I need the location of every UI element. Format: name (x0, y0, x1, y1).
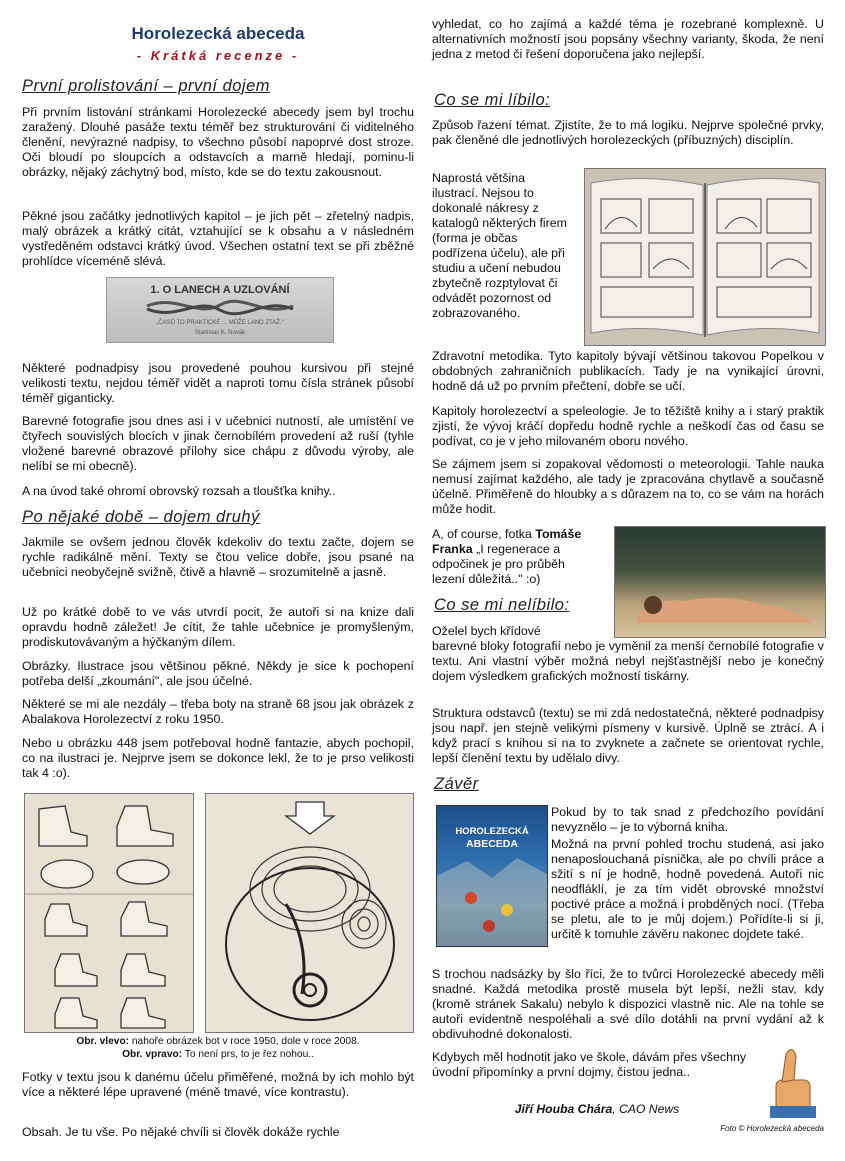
paragraph: Některé podnadpisy jsou provedené pouhou kursivou při stejné velikosti textu, nejdou téměř vidět a naproti tomu čísla stránek působí téměř giganticky. (22, 361, 414, 405)
caption-label: Obr. vlevo: (76, 1036, 130, 1047)
paragraph: Možná na první pohled trochu studená, asi jako nenaposlouchaná písnička, ale po chvíli práce a sžití s ní je hodně, hodně povedená. Autoři nic neodfláklí, je za tím vidět obrovské množství poctivé práce a možná i probděných nocí. (Třeba se pletu, ale to je můj dojem.) Pořídíte-li si ji, určitě k tomuhle závěru nakonec dojdete také. (551, 837, 824, 941)
paragraph: Se zájmem jsem si zopakoval vědomosti o meteorologii. Tahle nauka nemusí zajímat každého, ale tady je zpracována chytlavě a současně účelně. Přiměřeně do hloubky a s důrazem na to, co se vám na horách může hodit. (432, 457, 824, 516)
reclining-figure-icon (615, 527, 825, 637)
heading-first-impression: První prolistování – první dojem (22, 77, 271, 95)
paragraph: Kdybych měl hodnotit jako ve škole, dávám přes všechny úvodní připomínky a první dojmy, čistou jedna.. (432, 1050, 747, 1079)
heading-conclusion: Závěr (434, 775, 479, 793)
paragraph-text: A, of course, fotka (432, 527, 536, 541)
caption-text: To není prs, to je řez nohou.. (182, 1049, 314, 1060)
heading-disliked: Co se mi nelíbilo: (434, 596, 570, 614)
paragraph: Struktura odstavců (textu) se mi zdá nedostatečná, některé podnadpisy jsou např. jen stejně velikými písmeny v kursivě. Úplně se ztrácí. A i když prací s knihou si na to zvyknete a začnete se orientovat rychle, lepší členění textu by udělalo divy. (432, 706, 824, 765)
paragraph: vyhledat, co ho zajímá a každé téma je rozebrané komplexně. U alternativních možností jsou popsány všechny varianty, škoda, že není jedna z metod či řešení doporučena jako nejlepší. (432, 17, 824, 61)
paragraph: Jakmile se ovšem jednou člověk kdekoliv do textu začte, dojem se rychle radikálně mění. Texty se čtou velice dobře, jsou psané na učebnici neobyčejně svižně, čtivě a hlavně – srozumitelně a jasně. (22, 535, 414, 579)
heading-second-impression: Po nějaké době – dojem druhý (22, 508, 260, 526)
paragraph: Nebo u obrázku 448 jsem potřeboval hodně fantazie, abych pochopil, co na ilustraci je. Nejprve jsem se dokonce lekl, že to je prso velikosti tak 4 :o). (22, 736, 414, 780)
photo-credit: Foto © Horolezecká abeceda (720, 1124, 824, 1133)
author-org: , CAO News (612, 1102, 680, 1116)
foot-section-icon (206, 794, 413, 1032)
chapter-image-title: 1. O LANECH A UZLOVÁNÍ (150, 284, 290, 296)
author-name: Jiří Houba Chára (514, 1102, 613, 1116)
chapter-image-author: Stanislav K. Novák (194, 330, 246, 336)
caption-label: Obr. vpravo: (122, 1049, 183, 1060)
boots-illustration (24, 793, 194, 1033)
figure-caption-left (22, 1035, 414, 1048)
caption-text: nahoře obrázek bot v roce 1950, dole v roce 2008. (129, 1036, 360, 1047)
paragraph: Pěkné jsou začátky jednotlivých kapitol – je jich pět – zřetelný nadpis, malý obrázek a krátký citát, vztahující se k obsahu a v následném vystředěném odstavci krátký úvod. Všechen ostatní text se při zběžné prohlídce víceméně slévá. (22, 209, 414, 268)
paragraph: Zdravotní metodika. Tyto kapitoly bývají většinou takovou Popelkou v obdobných zahraničních publikacích. Tady je na vynikající úrovni, hodně dá už po prvním přečtení, dobře se učí. (432, 349, 824, 393)
paragraph: Pokud by to tak snad z předchozího povídání nevyznělo – je to výborná kniha. (551, 805, 824, 834)
photographer-name: Tomáše Franka (432, 527, 582, 556)
paragraph: Oželel bych křídové (432, 624, 541, 638)
book-cover-image (436, 805, 548, 947)
cover-title-line-2: ABECEDA (466, 838, 518, 850)
paragraph: Obrázky. Ilustrace jsou většinou pěkné. Někdy je sice k pochopení potřeba delší „zkoumání", ale jsou účelné. (22, 659, 414, 688)
paragraph: Kapitoly horolezectví a speleologie. Je to těžiště knihy a i starý praktik zjistí, že vývoj kráčí dopředu hodně rychle a neškodí čas od času se podívat, co je v jeho milovaném oboru nového. (432, 404, 824, 448)
paragraph-text: „I regenerace a odpočinek je pro průběh lezení důležitá.." :o) (432, 542, 565, 586)
paragraph: Barevné fotografie jsou dnes asi i v učebnici nutností, ale umístění ve čtyřech souvislých blocích v jinak černobílém provedení až ruší (tyhle vložené barevné obrazové přílohy sice chápu z důvodu výroby, ale nelíbí se mi obecně). (22, 414, 414, 473)
paragraph: Při prvním listování stránkami Horolezecké abecedy jsem byl trochu zaražený. Dlouhé pasáže textu téměř bez strukturování či viditelného členění, nevýrazné nadpisy, to všechno působí napoprvé dost stroze. Oči bloudí po sloupcích a odstavcích a marně hledají, pominu-li obrázky, nějaký záchytný bod, místo, kde se do textu zakousnout. (22, 105, 414, 179)
article-subtitle: - Krátká recenze - (136, 48, 300, 63)
paragraph: Fotky v textu jsou k danému účelu přiměřené, možná by ich mohlo být více a některé lépe upravené (méně tmavé, více kontrastu). (22, 1070, 414, 1099)
cover-title-line-1: HOROLEZECKÁ (455, 826, 529, 837)
thumbs-up-icon (762, 1040, 822, 1120)
book-pages-icon (585, 169, 825, 345)
paragraph: Naprostá většina ilustrací. Nejsou to dokonalé nákresy z katalogů některých firem (forma je občas podřízena účelu), ale při studiu a učení nebudou zbytečně rozptylovat či odvádět pozornost od zobrazovaného. (432, 171, 567, 320)
foot-section-illustration (205, 793, 414, 1033)
paragraph: Některé se mi ale nezdály – třeba boty na straně 68 jsou jak obrázek z Abalakova Horolezectví z roku 1950. (22, 697, 414, 726)
paragraph: barevné bloky fotografií nebo je vyměnil za menší černobílé fotografie v textu. Ani vlastní výběr možná nebyl nejšťastnější nebo je konečný dojem výsledkem grafických možností tiskárny. (432, 639, 824, 683)
cover-climber-icon (437, 806, 547, 946)
paragraph: Obsah. Je tu vše. Po nějaké chvíli si člověk dokáže rychle (22, 1125, 340, 1139)
boots-drawing-icon (25, 794, 193, 1032)
paragraph: S trochou nadsázky by šlo říci, že to tvůrci Horolezecké abecedy měli snadné. Každá metodika prostě musela být lepší, nežli stav, kdy (kromě stránek Sakalu) nebylo k dispozici vlastně nic. Ale na tohle se autoři evidentně nespoléhali a své dílo dotáhli na první vydání až k obdivuhodné dokonalosti. (432, 967, 824, 1041)
resting-climber-photo (614, 526, 826, 638)
paragraph (432, 527, 592, 587)
author-signature (432, 1102, 762, 1116)
chapter-heading-image (106, 277, 334, 343)
heading-liked: Co se mi líbilo: (434, 91, 551, 109)
article-title: Horolezecká abeceda (131, 24, 305, 43)
chapter-image-quote: „ČASŮ TO PRAKTICKÉ ... MŮŽE LANO ZTAŽ." (156, 320, 284, 326)
figure-caption-right (22, 1048, 414, 1061)
paragraph: Způsob řazení témat. Zjistíte, že to má logiku. Nejprve společné prvky, pak členěné dle jednotlivých horolezeckých (příbuzných) disciplín. (432, 118, 824, 147)
paragraph: Už po krátké době to ve vás utvrdí pocit, že autoři si na knize dali opravdu hodně záležet! Je cítit, že tahle učebnice je promyšleným, prodiskutovávaným a hýčkaným dílem. (22, 605, 414, 649)
open-book-photo (584, 168, 826, 346)
paragraph: A na úvod také ohromí obrovský rozsah a tloušťka knihy.. (22, 484, 336, 498)
